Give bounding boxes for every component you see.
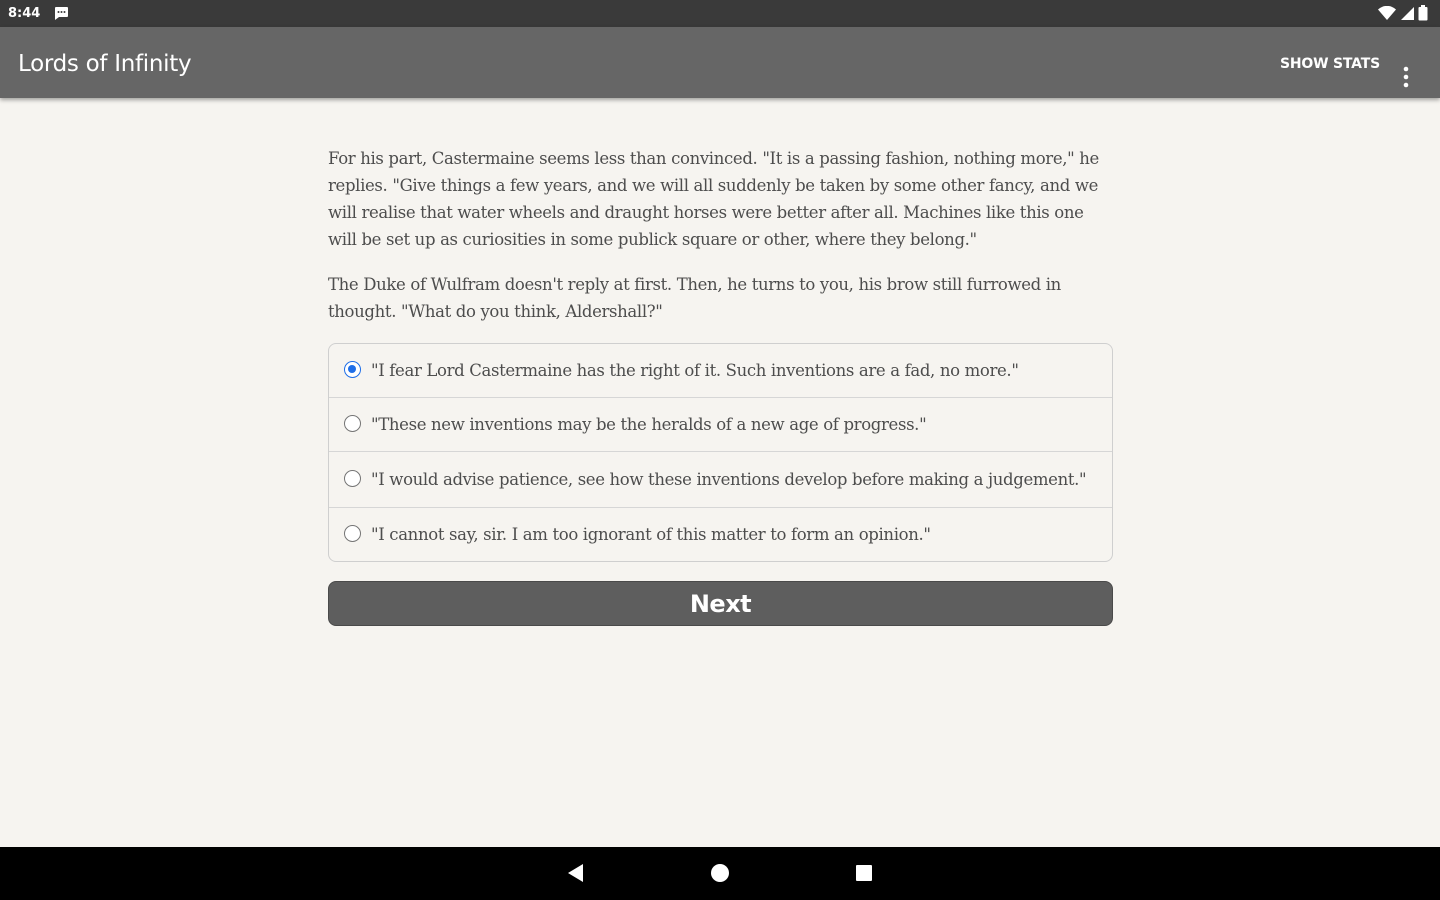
more-vert-icon[interactable] [1394, 63, 1418, 91]
choice-list [328, 343, 1113, 562]
story-text [328, 145, 1113, 325]
next-button[interactable]: Next [328, 581, 1113, 626]
story-paragraph: The Duke of Wulfram doesn't reply at first. Then, he turns to you, his brow still furrowed in thought. "What do you think, Aldershall?" [328, 275, 1061, 321]
story-content [328, 145, 1113, 626]
app-bar [0, 27, 1440, 98]
show-stats-button[interactable]: SHOW STATS [1270, 51, 1390, 77]
navigation-bar [0, 847, 1440, 900]
choice-option-2[interactable] [329, 397, 1112, 451]
story-paragraph: For his part, Castermaine seems less than convinced. "It is a passing fashion, nothing more," he replies. "Give things a few years, and we will all suddenly be taken by some other fancy, and we will realise that water wheels and draught horses were better after all. Machines like this one will be set up as curiosities in some publick square or other, where they belong." [328, 149, 1099, 249]
choice-option-3[interactable] [329, 451, 1112, 507]
choice-label: "I cannot say, sir. I am too ignorant of this matter to form an opinion." [371, 525, 931, 544]
message-icon [53, 6, 69, 21]
radio-button[interactable] [344, 470, 361, 487]
status-bar [0, 0, 1440, 27]
recents-icon[interactable] [852, 861, 876, 885]
radio-button[interactable] [344, 415, 361, 432]
battery-icon [1418, 5, 1428, 21]
status-time: 8:44 [8, 6, 41, 21]
home-icon[interactable] [708, 861, 732, 885]
signal-icon [1400, 6, 1414, 21]
choice-option-4[interactable] [329, 507, 1112, 561]
wifi-icon [1378, 6, 1396, 21]
radio-button[interactable] [344, 525, 361, 542]
choice-option-1[interactable] [329, 344, 1112, 397]
choice-label: "I fear Lord Castermaine has the right of it. Such inventions are a fad, no more." [371, 361, 1019, 380]
choice-label: "These new inventions may be the heralds of a new age of progress." [371, 415, 927, 434]
app-title: Lords of Infinity [18, 51, 192, 77]
choice-label: "I would advise patience, see how these inventions develop before making a judgement." [371, 470, 1087, 489]
status-icons [1378, 5, 1428, 21]
radio-button-selected[interactable] [344, 361, 361, 378]
back-icon[interactable] [564, 861, 588, 885]
